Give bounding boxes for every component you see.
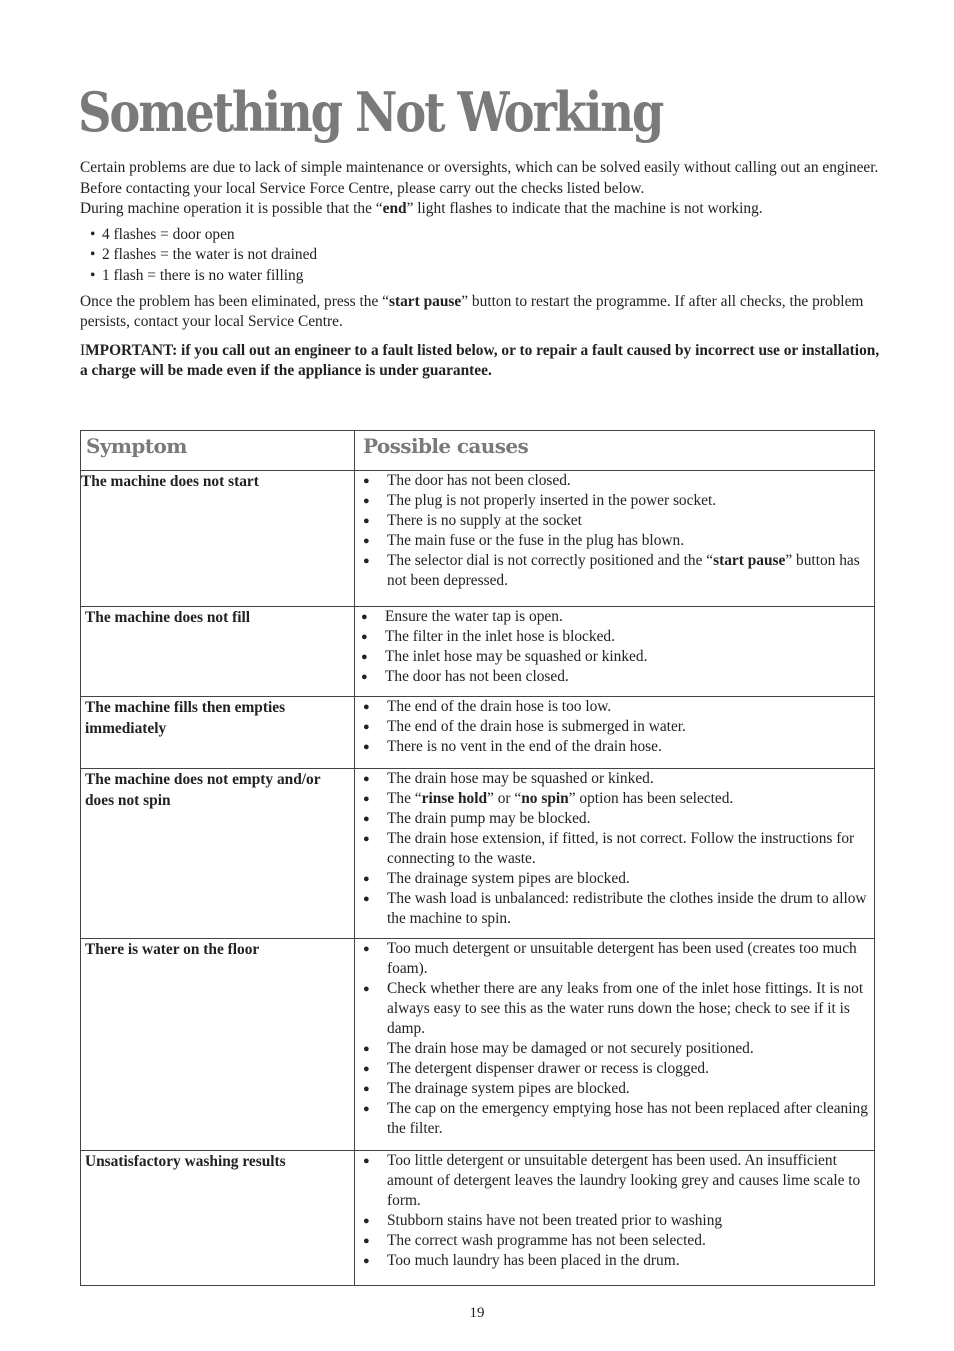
cause-item: ● The selector dial is not correctly positioned and the “start pause” button has not been depressed. (363, 551, 868, 591)
end-light-paragraph: During machine operation it is possible that the “end” light flashes to indicate that the machine is not working. (80, 200, 763, 218)
causes-cell (355, 607, 875, 697)
troubleshooting-table (80, 430, 875, 1286)
cause-item: ● The door has not been closed. (363, 471, 868, 491)
causes-cell (355, 769, 875, 939)
cause-item: ● The drainage system pipes are blocked. (363, 1079, 868, 1099)
causes-column-header: Possible causes (355, 431, 875, 471)
cause-item: ● The end of the drain hose is too low. (363, 697, 868, 717)
cause-item: ● The drain hose may be damaged or not securely positioned. (363, 1039, 868, 1059)
flash-code-item: • 1 flash = there is no water filling (90, 266, 880, 287)
symptom-cell: Unsatisfactory washing results (81, 1151, 355, 1286)
cause-item: ● Stubborn stains have not been treated prior to washing (363, 1211, 868, 1231)
cause-item: ● The correct wash programme has not been selected. (363, 1231, 868, 1251)
table-row (81, 471, 875, 607)
cause-item: ● The drainage system pipes are blocked. (363, 869, 868, 889)
start-pause-label: start pause (389, 292, 462, 310)
cause-item: ● Too much detergent or unsuitable detergent has been used (creates too much foam). (363, 939, 868, 979)
end-light-label: end (382, 200, 407, 218)
cause-item: ● The filter in the inlet hose is blocked. (361, 627, 868, 647)
page-number: 19 (469, 1305, 485, 1321)
flash-code-item: • 4 flashes = door open (90, 225, 880, 246)
cause-item: ● Too little detergent or unsuitable detergent has been used. An insufficient amount of detergent leaves the laundry looking grey and causes lime scale to form. (363, 1151, 868, 1211)
cause-item: ● The drain hose extension, if fitted, is not correct. Follow the instructions for connecting to the waste. (363, 829, 868, 869)
causes-cell (355, 939, 875, 1151)
cause-item: ● The inlet hose may be squashed or kinked. (361, 647, 868, 667)
cause-item: ● The detergent dispenser drawer or recess is clogged. (363, 1059, 868, 1079)
table-row (81, 939, 875, 1151)
flash-code-list (80, 225, 880, 287)
causes-cell (355, 471, 875, 607)
cause-item: ● There is no vent in the end of the drain hose. (363, 737, 868, 757)
cause-item: ● The door has not been closed. (361, 667, 868, 687)
symptom-cell: The machine does not start (81, 471, 355, 607)
symptom-cell: The machine fills then empties immediately (81, 697, 355, 769)
table-header-row (81, 431, 875, 471)
table-row (81, 697, 875, 769)
page-title: Something Not Working (78, 80, 663, 144)
cause-item: ● The “rinse hold” or “no spin” option has been selected. (363, 789, 868, 809)
intro-paragraph: Certain problems are due to lack of simple maintenance or oversights, which can be solved easily without calling out an engineer. Before contacting your local Service Force Centre, please carry out the checks listed below. (80, 159, 879, 197)
table-row (81, 769, 875, 939)
cause-item: ● Check whether there are any leaks from one of the inlet hose fittings. It is not always easy to see this as the water runs down the hose; check to see if it is damp. (363, 979, 868, 1039)
cause-item: ● The drain pump may be blocked. (363, 809, 868, 829)
cause-item: ● The wash load is unbalanced: redistribute the clothes inside the drum to allow the machine to spin. (363, 889, 868, 929)
causes-cell (355, 1151, 875, 1286)
symptom-cell: The machine does not fill (81, 607, 355, 697)
restart-paragraph: Once the problem has been eliminated, press the “start pause” button to restart the programme. If after all checks, the problem persists, contact your local Service Centre. (80, 292, 864, 331)
intro-section (80, 158, 880, 382)
cause-item: ● The plug is not properly inserted in the power socket. (363, 491, 868, 511)
cause-item: ● There is no supply at the socket (363, 511, 868, 531)
symptom-cell: There is water on the floor (81, 939, 355, 1151)
cause-item: ● Ensure the water tap is open. (361, 607, 868, 627)
cause-item: ● The drain hose may be squashed or kinked. (363, 769, 868, 789)
symptom-cell: The machine does not empty and/or does not spin (81, 769, 355, 939)
table-row (81, 1151, 875, 1286)
cause-item: ● The main fuse or the fuse in the plug has blown. (363, 531, 868, 551)
table-row (81, 607, 875, 697)
causes-cell (355, 697, 875, 769)
cause-item: ● The end of the drain hose is submerged in water. (363, 717, 868, 737)
symptom-column-header: Symptom (81, 431, 355, 471)
important-notice: IMPORTANT: if you call out an engineer to a fault listed below, or to repair a fault caused by incorrect use or installation, a charge will be made even if the appliance is under guarantee. (80, 341, 880, 380)
cause-item: ● The cap on the emergency emptying hose has not been replaced after cleaning the filter. (363, 1099, 868, 1139)
flash-code-item: • 2 flashes = the water is not drained (90, 245, 880, 266)
cause-item: ● Too much laundry has been placed in the drum. (363, 1251, 868, 1271)
